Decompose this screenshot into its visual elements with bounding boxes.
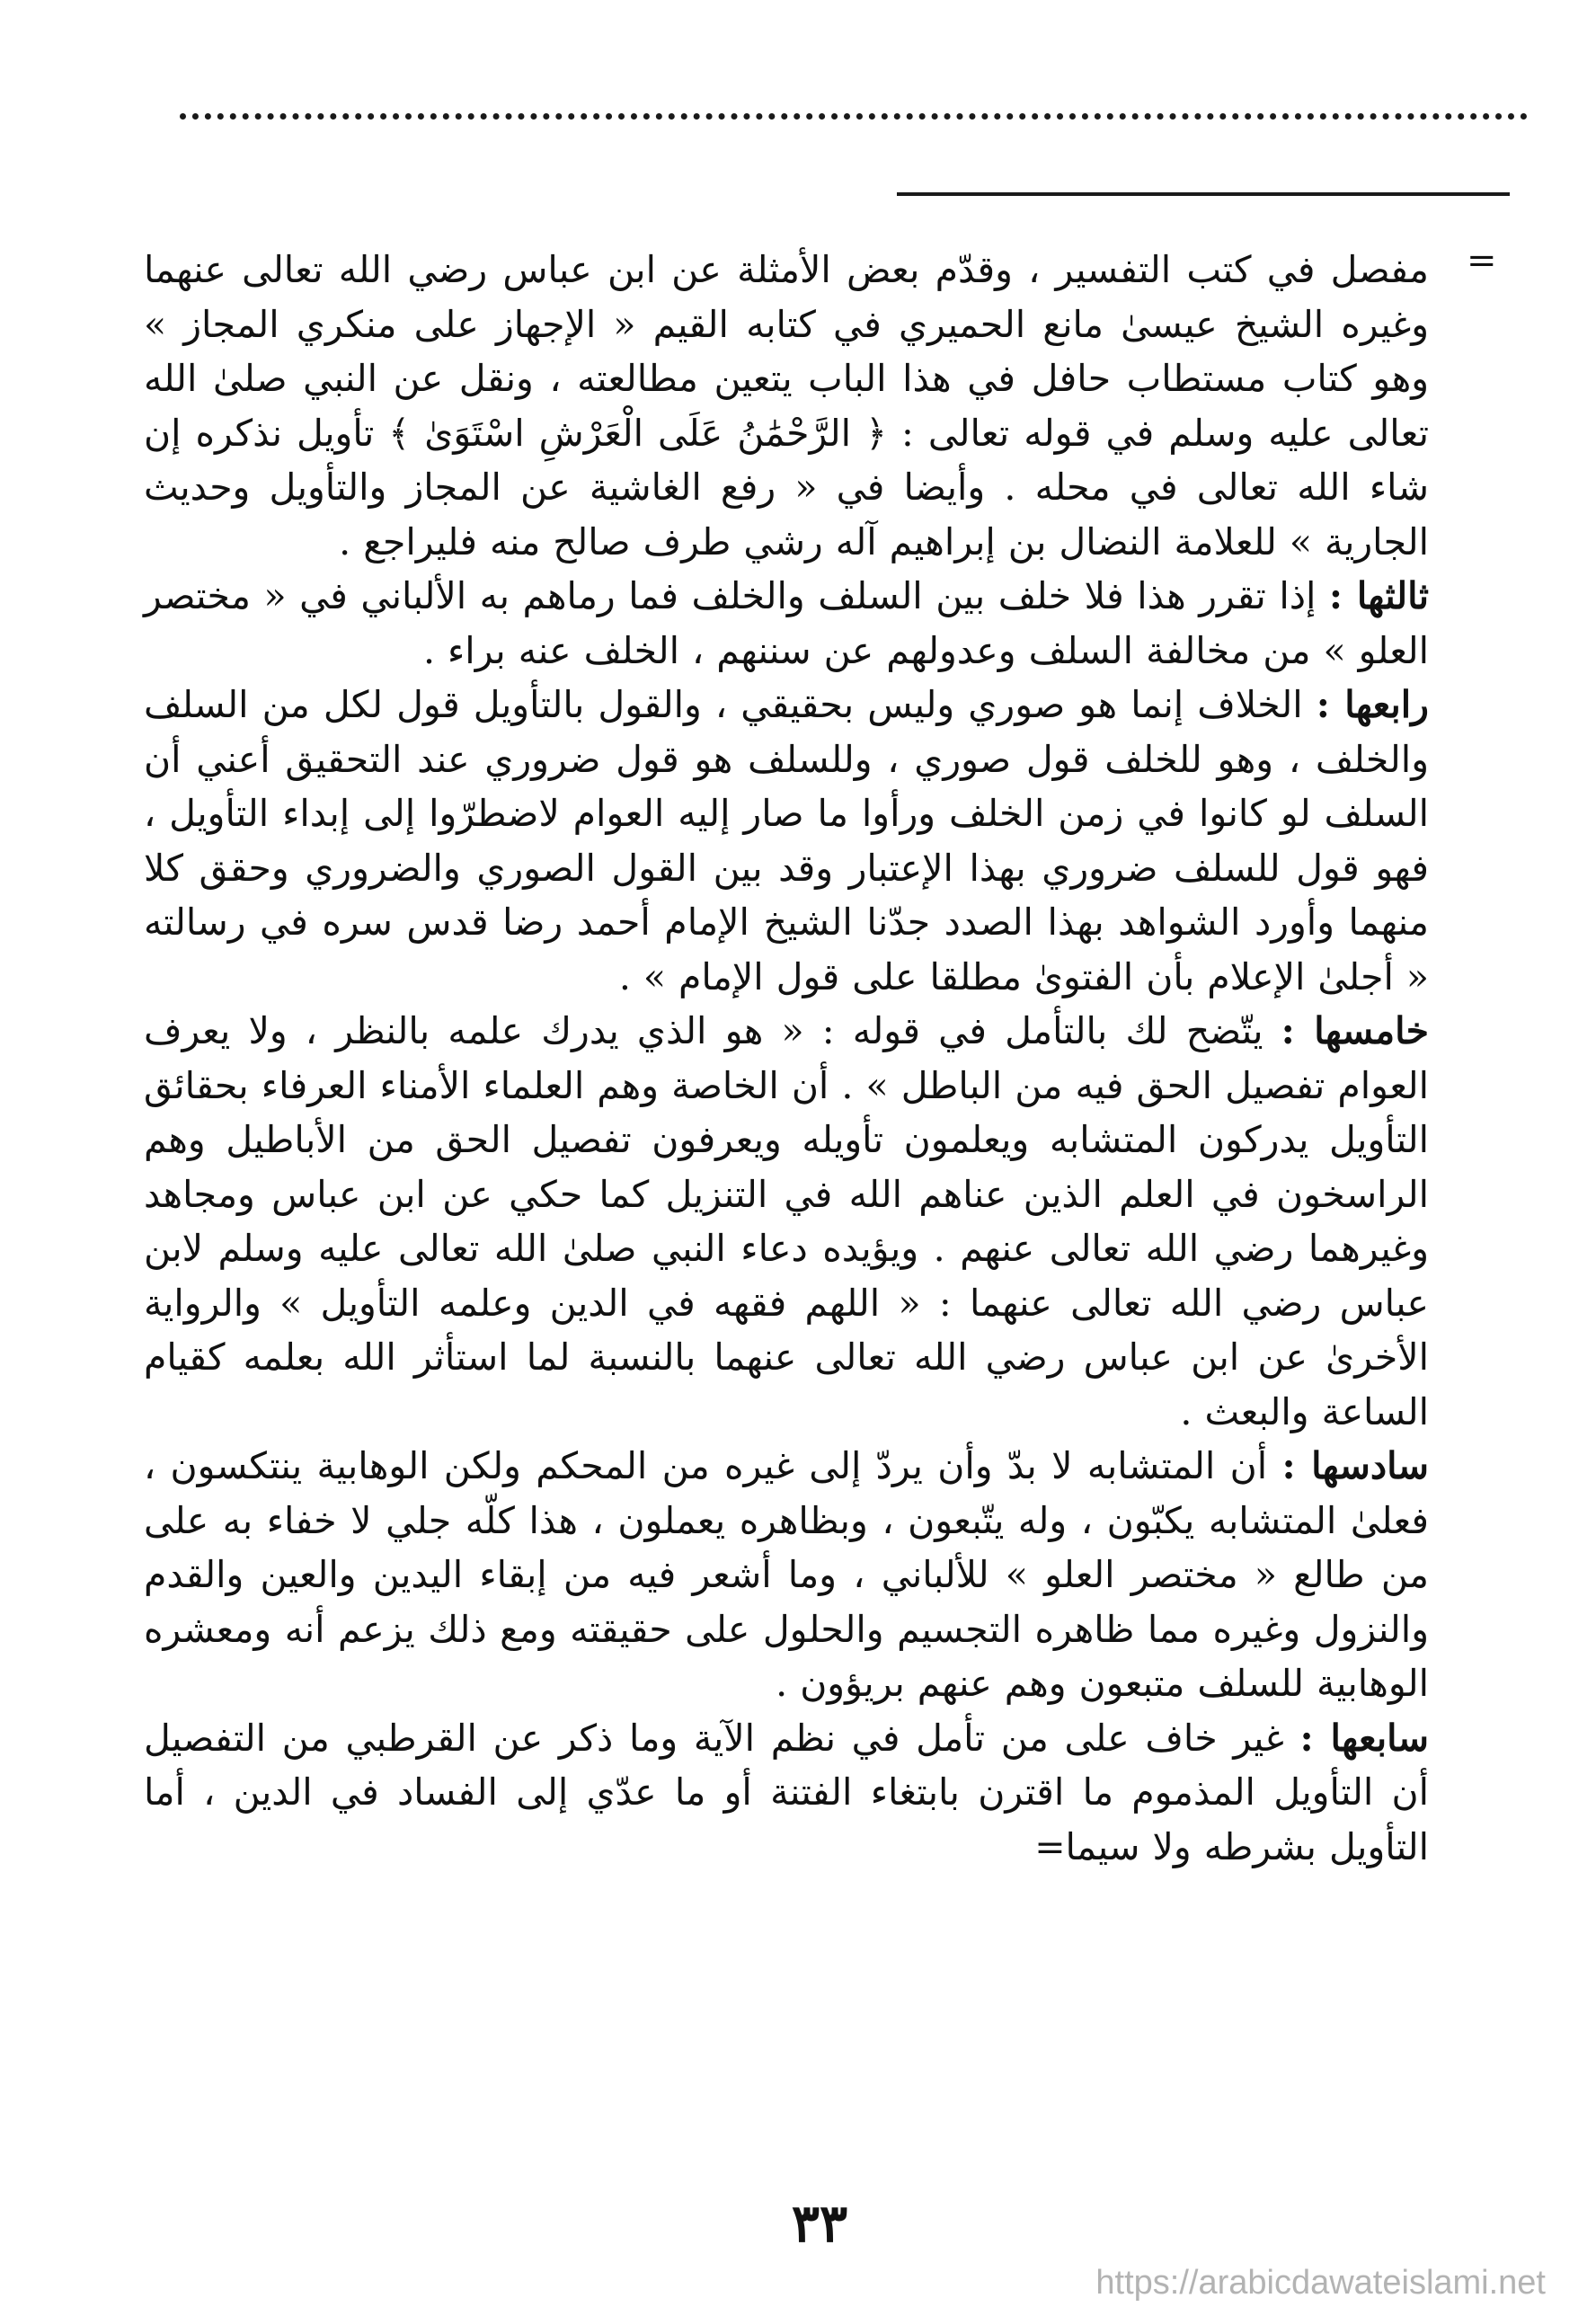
point-lead: خامسها : [1281,1009,1429,1052]
point-third: ثالثها : إذا تقرر هذا فلا خلف بين السلف والخلف فما رماهم به الألباني في « مختصر العلو » من مخالفة السلف وعدولهم عن سننهم ، الخلف عنه براء . [144,574,1429,672]
dotted-separator [180,113,1528,120]
footnote-paragraph-1: مفصل في كتب التفسير ، وقدّم بعض الأمثلة عن ابن عباس رضي الله تعالى عنهما وغيره الشيخ عيسىٰ مانع الحميري في كتابه القيم « الإجهاز على منكري المجاز » وهو كتاب مستطاب حافل في هذا الباب يتعين مطالعته ، ونقل عن النبي صلىٰ الله تعالى عليه وسلم في قوله تعالى : ﴿ الرَّحْمَٰنُ عَلَى الْعَرْشِ اسْتَوَىٰ ﴾ تأويل نذكره إن شاء الله تعالى في محله . وأيضا في « رفع الغاشية عن المجاز والتأويل وحديث الجارية » للعلامة النضال بن إبراهيم آله رشي طرف صالح منه فليراجع . [144,248,1429,563]
footnote-rule [897,192,1510,196]
point-lead: رابعها : [1316,683,1429,726]
continuation-marker: = [1467,240,1497,281]
point-lead: سابعها : [1299,1716,1429,1760]
point-lead: سادسها : [1281,1444,1429,1487]
watermark-url: https://arabicdawateislami.net [1095,2264,1546,2302]
quran-verse: ﴿ الرَّحْمَٰنُ عَلَى الْعَرْشِ اسْتَوَىٰ ﴾ [388,411,888,455]
footnote-text [144,243,1429,1874]
point-seventh: سابعها : غير خاف على من تأمل في نظم الآية وما ذكر عن القرطبي من التفصيل أن التأويل المذموم ما اقترن بابتغاء الفتنة أو ما عدّي إلى الفساد في الدين ، أما التأويل بشرطه ولا سيما= [144,1716,1429,1868]
point-fourth: رابعها : الخلاف إنما هو صوري وليس بحقيقي ، والقول بالتأويل قول لكل من السلف والخلف ، وهو للخلف قول صوري ، وللسلف هو قول ضروري عند التحقيق أعني أن السلف لو كانوا في زمن الخلف ورأوا ما صار إليه العوام لاضطرّوا إلى إبداء التأويل ، فهو قول للسلف ضروري بهذا الإعتبار وقد بين القول الصوري والضروري وحقق كلا منهما وأورد الشواهد بهذا الصدد جدّنا الشيخ الإمام أحمد رضا قدس سره في رسالته « أجلىٰ الإعلام بأن الفتوىٰ مطلقا على قول الإمام » . [144,683,1429,998]
point-fifth: خامسها : يتّضح لك بالتأمل في قوله : « هو الذي يدرك علمه بالنظر ، ولا يعرف العوام تفصيل الحق فيه من الباطل » . أن الخاصة وهم العلماء الأمناء العرفاء بحقائق التأويل يدركون المتشابه ويعلمون تأويله ويعرفون تفصيل الحق من الأباطيل وهم الراسخون في العلم الذين عناهم الله في التنزيل كما حكي عن ابن عباس ومجاهد وغيرهما رضي الله تعالى عنهم . ويؤيده دعاء النبي صلىٰ الله تعالى عليه وسلم لابن عباس رضي الله تعالى عنهما : « اللهم فقهه في الدين وعلمه التأويل » والرواية الأخرىٰ عن ابن عباس رضي الله تعالى عنهما بالنسبة لما استأثر الله بعلمه كقيام الساعة والبعث . [144,1009,1429,1433]
page-number: ٣٣ [791,2193,848,2254]
point-lead: ثالثها : [1328,574,1429,617]
point-sixth: سادسها : أن المتشابه لا بدّ وأن يردّ إلى غيره من المحكم ولكن الوهابية ينتكسون ، فعلىٰ المتشابه يكبّون ، وله يتّبعون ، وبظاهره يعملون ، هذا كلّه جلي لا خفاء به على من طالع « مختصر العلو » للألباني ، وما أشعر فيه من إبقاء اليدين والعين والقدم والنزول وغيره مما ظاهره التجسيم والحلول على حقيقته ومع ذلك يزعم أنه ومعشره الوهابية للسلف متبعون وهم عنهم بريؤون . [144,1444,1429,1705]
